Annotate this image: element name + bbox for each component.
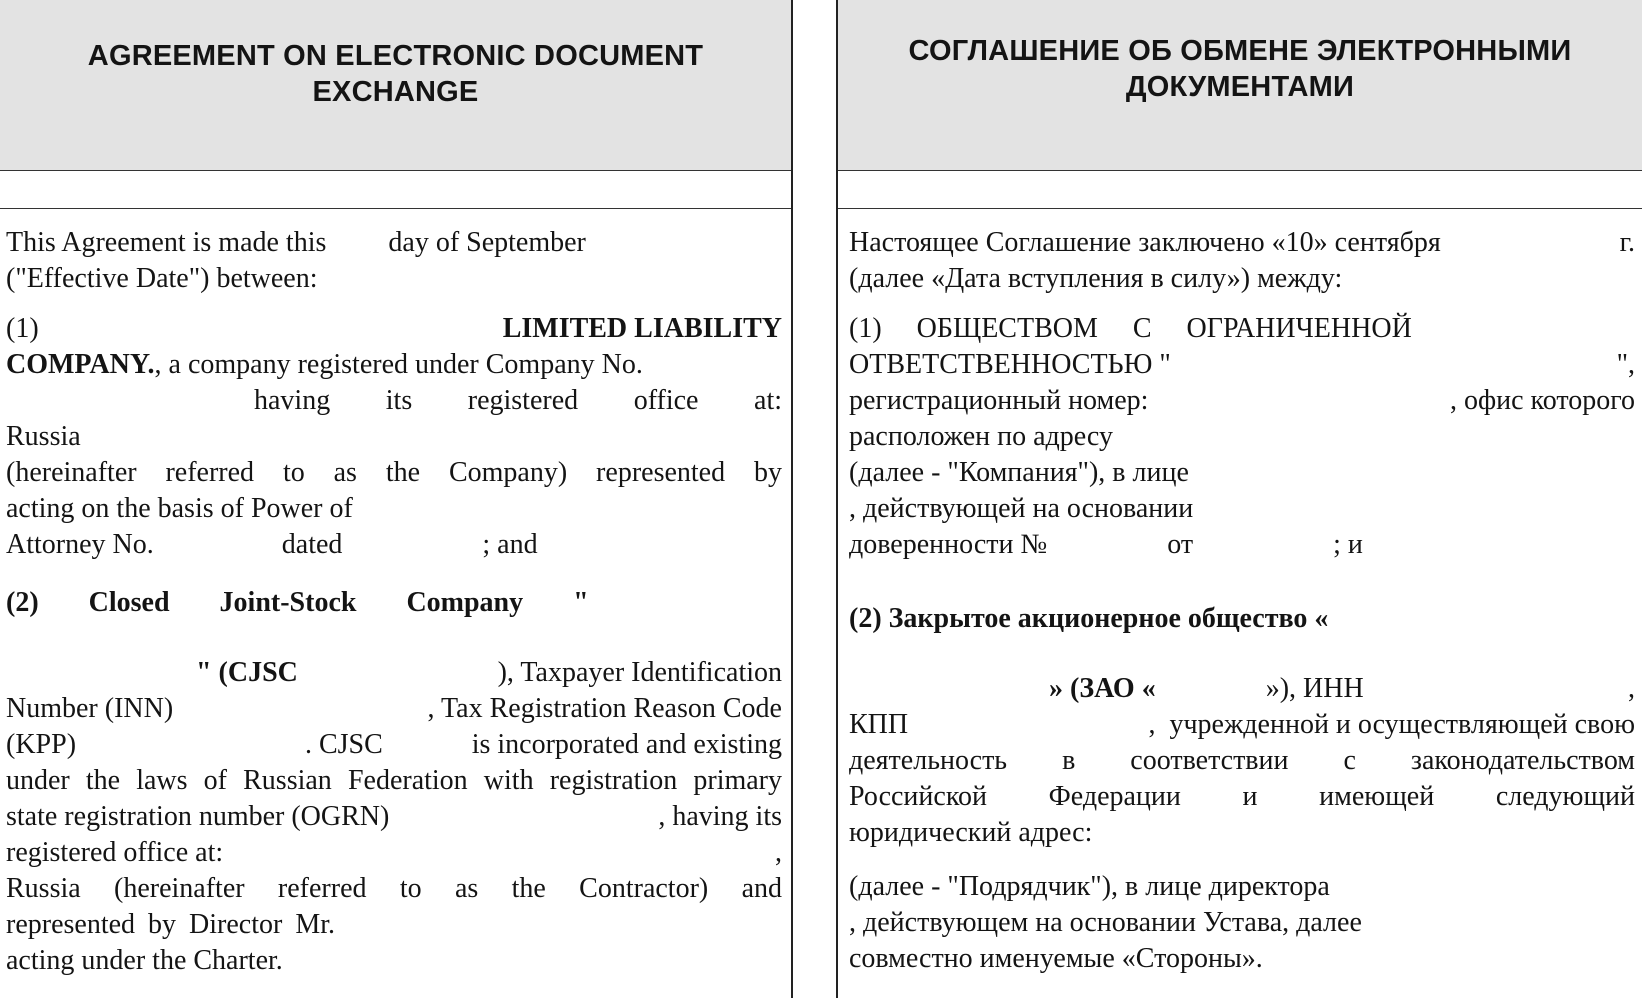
party-text: ; and <box>482 529 538 560</box>
party-text: доверенности № <box>849 529 1048 560</box>
party-text: acting under the Charter. <box>6 945 283 976</box>
english-title-header <box>0 0 791 171</box>
party-text: , <box>775 837 782 868</box>
intro-text: г. <box>1619 227 1635 258</box>
intro-text: This Agreement is made this <box>6 227 327 258</box>
party-text: is incorporated and existing <box>471 729 782 760</box>
party-text: Russia (hereinafter referred to as the Contractor) and <box>6 873 782 904</box>
party-text: (hereinafter referred to as the Company) represented by <box>6 457 782 488</box>
english-party-2-paragraph <box>6 585 782 979</box>
party-text: Russia <box>6 421 81 452</box>
russian-column <box>836 0 1642 998</box>
russian-intro-paragraph <box>849 225 1635 297</box>
party-heading: (2) Закрытое акционерное общество « <box>849 603 1329 634</box>
party-text: represented by Director Mr. <box>6 909 335 940</box>
party-text: Российской Федерации и имеющей следующий <box>849 781 1635 812</box>
party-text: , <box>1628 673 1635 704</box>
russian-party-2-paragraph <box>849 601 1635 977</box>
party-text: ; и <box>1333 529 1363 560</box>
party-name: " (CJSC <box>196 657 298 688</box>
party-text: юридический адрес: <box>849 817 1093 848</box>
russian-party-1-paragraph <box>849 311 1635 563</box>
intro-text: ("Effective Date") between: <box>6 263 318 294</box>
party-text: , действующем на основании Устава, далее <box>849 907 1362 938</box>
party-text: . CJSC <box>304 729 383 760</box>
party-text: ), Taxpayer Identification <box>497 657 782 688</box>
party-number: (1) <box>6 313 39 344</box>
party-text: Attorney No. <box>6 529 154 560</box>
party-name: COMPANY. <box>6 349 155 380</box>
party-text: registered office at: <box>6 837 224 868</box>
party-text: dated <box>281 529 343 560</box>
intro-text: day of September <box>388 227 586 258</box>
party-text: КПП <box>849 709 909 740</box>
party-text: (далее - "Компания"), в лице <box>849 457 1189 488</box>
party-text: ОТВЕТСТВЕННОСТЬЮ " <box>849 349 1171 380</box>
party-text: state registration number (OGRN) <box>6 801 390 832</box>
party-text: acting on the basis of Power of <box>6 493 353 524</box>
party-text: under the laws of Russian Federation with registration primary <box>6 765 782 796</box>
party-heading: (2) Closed Joint-Stock Company " <box>6 587 589 618</box>
party-text: расположен по адресу <box>849 421 1113 452</box>
party-text: having its registered office at: <box>254 385 782 416</box>
party-text: совместно именуемые «Стороны». <box>849 943 1263 974</box>
party-text: Number (INN) <box>6 693 174 724</box>
party-text: ", <box>1616 349 1635 380</box>
party-text: »), ИНН <box>1265 673 1364 704</box>
intro-text: (далее «Дата вступления в силу») между: <box>849 263 1343 294</box>
english-column <box>0 0 793 998</box>
party-text: , Tax Registration Reason Code <box>427 693 782 724</box>
party-name: LIMITED LIABILITY <box>502 313 782 344</box>
party-text: (далее - "Подрядчик"), в лице директора <box>849 871 1330 902</box>
party-text: (KPP) <box>6 729 77 760</box>
russian-title-header <box>838 0 1642 171</box>
party-text: , having its <box>658 801 782 832</box>
party-text: от <box>1167 529 1194 560</box>
russian-subheader-row <box>838 171 1642 209</box>
party-text: , офис которого <box>1449 385 1635 416</box>
party-text: (1) ОБЩЕСТВОМ С ОГРАНИЧЕННОЙ <box>849 313 1412 344</box>
party-text: , a company registered under Company No. <box>154 349 643 380</box>
party-text: регистрационный номер: <box>849 385 1149 416</box>
english-title: AGREEMENT ON ELECTRONIC DOCUMENT EXCHANGE <box>87 40 704 108</box>
english-intro-paragraph <box>6 225 782 297</box>
intro-text: Настоящее Соглашение заключено «10» сентября <box>849 227 1441 258</box>
party-name: » (ЗАО « <box>1049 673 1156 704</box>
english-subheader-row <box>0 171 791 209</box>
english-party-1-paragraph <box>6 311 782 563</box>
party-text: , действующей на основании <box>849 493 1194 524</box>
russian-title: СОГЛАШЕНИЕ ОБ ОБМЕНЕ ЭЛЕКТРОННЫМИ ДОКУМЕНТАМИ <box>908 35 1572 103</box>
party-text: , учрежденной и осуществляющей свою <box>1148 709 1635 740</box>
party-text: деятельность в соответствии с законодательством <box>849 745 1635 776</box>
